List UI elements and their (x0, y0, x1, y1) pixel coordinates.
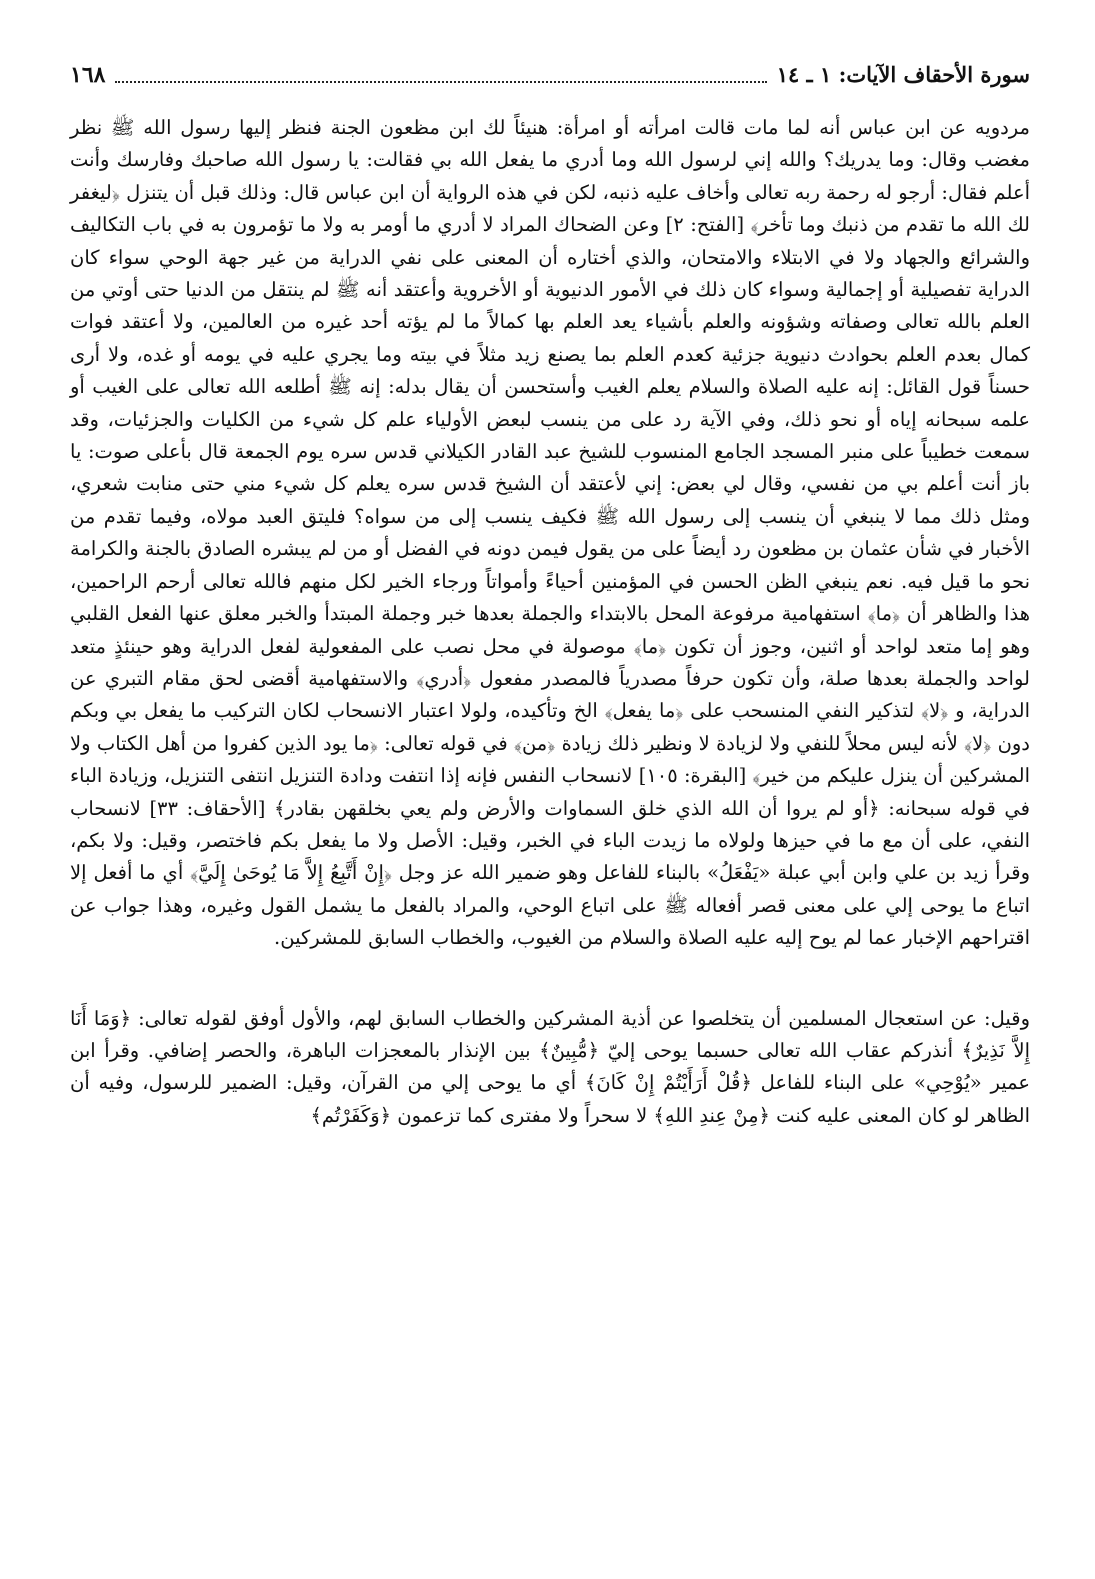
page (70, 60, 1030, 1132)
body-paragraph-2: وقيل: عن استعجال المسلمين أن يتخلصوا عن أذية المشركين والخطاب السابق لهم، والأول أوفق لقوله تعالى: ﴿وَمَا أَنَا إِلاَّ نَذِيرٌ﴾ أنذركم عقاب الله تعالى حسبما يوحى إليّ ﴿مُّبِينٌ﴾ بين الإنذار بالمعجزات الباهرة، والحصر إضافي. وقرأ ابن عمير «يُوْحِي» على البناء للفاعل ﴿قُلْ أَرَأَيْتُمْ إِنْ كَانَ﴾ أي ما يوحى إلي من القرآن، وقيل: الضمير للرسول، وفيه أن الظاهر لو كان المعنى عليه كنت ﴿مِنْ عِندِ اللهِ﴾ لا سحراً ولا مفترى كما تزعمون ﴿وَكَفَرْتُم﴾ (70, 1006, 1030, 1127)
header-dot-leader (115, 67, 766, 83)
page-header (70, 60, 1030, 90)
page-number: ١٦٨ (70, 62, 106, 88)
running-title: سورة الأحقاف الآيات: ١ ـ ١٤ (776, 62, 1030, 87)
body-paragraph-1: مردويه عن ابن عباس أنه لما مات قالت امرأته أو امرأة: هنيئاً لك ابن مظعون الجنة فنظر إليها رسول الله ﷺ نظر مغضب وقال: وما يدريك؟ والله إني لرسول الله وما أدري ما يفعل الله بي فقالت: يا رسول الله صاحبك وفارسك وأنت أعلم فقال: أرجو له رحمة ربه تعالى وأخاف عليه ذنبه، لكن في هذه الرواية أن ابن عباس قال: وذلك قبل أن يتنزل ﴿ليغفر لك الله ما تقدم من ذنبك وما تأخر﴾ [الفتح: ٢] وعن الضحاك المراد لا أدري ما أومر به ولا ما تؤمرون به في باب التكاليف والشرائع والجهاد ولا في الابتلاء والامتحان، والذي أختاره أن المعنى على نفي الدراية من غير جهة الوحي سواء كان الدراية تفصيلية أو إجمالية وسواء كان ذلك في الأمور الدنيوية أو الأخروية وأعتقد أنه ﷺ لم ينتقل من الدنيا حتى أوتي من العلم بالله تعالى وصفاته وشؤونه والعلم بأشياء يعد العلم بها كمالاً ما لم يؤته أحد غيره من العالمين، ولا أعتقد فوات كمال بعدم العلم بحوادث دنيوية جزئية كعدم العلم بما يصنع زيد مثلاً في بيته وما يجري عليه في يومه أو غده، ولا أرى حسناً قول القائل: إنه عليه الصلاة والسلام يعلم الغيب وأستحسن أن يقال بدله: إنه ﷺ أطلعه الله تعالى على الغيب أو علمه سبحانه إياه أو نحو ذلك، وفي الآية رد على من ينسب لبعض الأولياء علم كل شيء من الكليات والجزئيات، وقد سمعت خطيباً على منبر المسجد الجامع المنسوب للشيخ عبد القادر الكيلاني قدس سره يوم الجمعة قال بأعلى صوت: يا باز أنت أعلم بي من نفسي، وقال لي بعض: إني لأعتقد أن الشيخ قدس سره يعلم كل شيء مني حتى منابت شعري، ومثل ذلك مما لا ينبغي أن ينسب إلى رسول الله ﷺ فكيف ينسب إلى من سواه؟ فليتق العبد مولاه، وفيما تقدم من الأخبار في شأن عثمان بن مظعون رد أيضاً على من يقول فيمن دونه في الفضل أو من لم يبشره الصادق بالجنة والكرامة نحو ما قيل فيه. نعم ينبغي الظن الحسن في المؤمنين أحياءً وأمواتاً ورجاء الخير لكل منهم فالله تعالى أرحم الراحمين، هذا والظاهر أن ﴿ما﴾ استفهامية مرفوعة المحل بالابتداء والجملة بعدها خبر وجملة المبتدأ والخبر معلق عنها الفعل القلبي وهو إما متعد لواحد أو اثنين، وجوز أن تكون ﴿ما﴾ موصولة في محل نصب على المفعولية لفعل الدراية وهو حينئذٍ متعد لواحد والجملة بعدها صلة، وأن تكون حرفاً مصدرياً فالمصدر مفعول ﴿أدري﴾ والاستفهامية أقضى لحق مقام التبري عن الدراية، و ﴿لا﴾ لتذكير النفي المنسحب على ﴿ما يفعل﴾ الخ وتأكيده، ولولا اعتبار الانسحاب لكان التركيب ما يفعل بي وبكم دون ﴿لا﴾ لأنه ليس محلاً للنفي ولا لزيادة لا ونظير ذلك زيادة ﴿من﴾ في قوله تعالى: ﴿ما يود الذين كفروا من أهل الكتاب ولا المشركين أن ينزل عليكم من خير﴾ [البقرة: ١٠٥] لانسحاب النفس فإنه إذا انتفت ودادة التنزيل انتفى التنزيل، وزيادة الباء في قوله سبحانه: ﴿أو لم يروا أن الله الذي خلق السماوات والأرض ولم يعي بخلقهن بقادر﴾ [الأحقاف: ٣٣] لانسحاب النفي، على أن مع ما في حيزها ولولاه ما زيدت الباء في الخبر، وقيل: الأصل ولا ما يفعل بكم فاختصر، وقيل: ولا بكم، وقرأ زيد بن علي وابن أبي عبلة «يَفْعَلُ» بالبناء للفاعل وهو ضمير الله عز وجل ﴿إِنْ أَتَّبِعُ إِلاَّ مَا يُوحَىٰ إِلَيَّ﴾ أي ما أفعل إلا اتباع ما يوحى إلي على معنى قصر أفعاله ﷺ على اتباع الوحي، والمراد بالفعل ما يشمل القول وغيره، وهذا جواب عن اقتراحهم الإخبار عما لم يوح إليه عليه الصلاة والسلام من الغيوب، والخطاب السابق للمشركين. (70, 116, 1030, 950)
paragraph-spacer (70, 955, 1030, 1003)
